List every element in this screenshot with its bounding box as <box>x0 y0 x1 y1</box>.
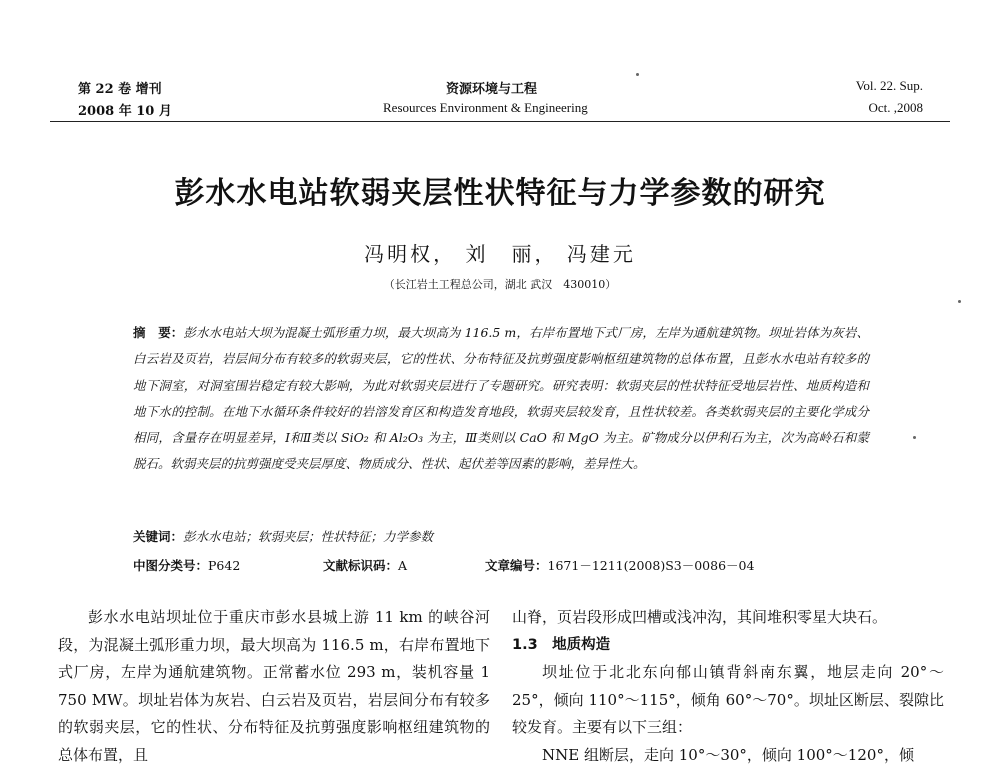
abstract <box>133 320 869 478</box>
date-en: Oct. ,2008 <box>868 100 923 116</box>
clc-label: 中图分类号： <box>133 558 208 573</box>
keywords-label: 关键词： <box>133 529 183 544</box>
scan-speck <box>636 73 639 76</box>
article-number-value: 1671－1211(2008)S3－0086－04 <box>548 558 755 573</box>
journal-name-en: Resources Environment & Engineering <box>383 100 588 116</box>
abstract-label: 摘 要： <box>133 325 183 340</box>
paper-title: 彭水水电站软弱夹层性状特征与力学参数的研究 <box>0 168 1000 212</box>
body-left-column <box>58 604 490 769</box>
clc-value: P642 <box>208 558 240 573</box>
document-code <box>323 556 407 574</box>
keywords-text: 彭水水电站；软弱夹层；性状特征；力学参数 <box>183 529 433 544</box>
article-number <box>485 556 754 574</box>
scan-speck <box>958 300 961 303</box>
keywords <box>133 527 433 545</box>
doc-code-label: 文献标识码： <box>323 558 398 573</box>
volume-issue: 第 22 卷 增刊 <box>78 78 162 97</box>
authors: 冯明权， 刘 丽， 冯建元 <box>0 238 1000 267</box>
section-heading: 1.3 地质构造 <box>512 632 944 660</box>
body-paragraph: 坝址位于北北东向郁山镇背斜南东翼，地层走向 20°～25°，倾向 110°～115°，倾角 60°～70°。坝址区断层、裂隙比较发育。主要有以下三组： <box>512 659 944 742</box>
clc-number <box>133 556 240 574</box>
body-right-column <box>512 604 944 769</box>
body-line: 山脊，页岩段形成凹槽或浅冲沟，其间堆积零星大块石。 <box>512 604 944 632</box>
publication-date: 2008 年 10 月 <box>78 100 172 119</box>
volume-en: Vol. 22. Sup. <box>856 78 923 94</box>
article-number-label: 文章编号： <box>485 558 548 573</box>
affiliation: （长江岩土工程总公司，湖北 武汉 430010） <box>0 276 1000 292</box>
abstract-text: 彭水水电站大坝为混凝土弧形重力坝，最大坝高为 116.5 m，右岸布置地下式厂房，左岸为通航建筑物。坝址岩体为灰岩、白云岩及页岩，岩层间分布有较多的软弱夹层，它的性状、分布特征及抗剪强度影响枢纽建筑物的总体布置，且彭水水电站有较多的地下洞室，对洞室围岩稳定有较大影响，为此对软弱夹层进行了专题研究。研究表明：软弱夹层的性状特征受地层岩性、地质构造和地下水的控制。在地下水循环条件较好的岩溶发育区和构造发育地段，软弱夹层较发育，且性状较差。各类软弱夹层的主要化学成分相同，含量存在明显差异，Ⅰ和Ⅱ类以 SiO₂ 和 Al₂O₃ 为主，Ⅲ类则以 CaO 和 MgO 为主。矿物成分以伊利石为主，次为高岭石和蒙脱石。软弱夹层的抗剪强度受夹层厚度、物质成分、性状、起伏差等因素的影响，差异性大。 <box>133 325 869 471</box>
header-rule <box>50 121 950 122</box>
journal-name-cn: 资源环境与工程 <box>446 78 537 97</box>
scan-speck <box>913 436 916 439</box>
body-paragraph: 彭水水电站坝址位于重庆市彭水县城上游 11 km 的峡谷河段，为混凝土弧形重力坝，最大坝高为 116.5 m，右岸布置地下式厂房，左岸为通航建筑物。正常蓄水位 293 m，装机容量 1 750 MW。坝址岩体为灰岩、白云岩及页岩，岩层间分布有较多的软弱夹层，它的性状、分布特征及抗剪强度影响枢纽建筑物的总体布置，且 <box>58 604 490 769</box>
doc-code-value: A <box>398 558 407 573</box>
body-paragraph-partial: NNE 组断层，走向 10°～30°，倾向 100°～120°，倾 <box>512 742 944 769</box>
